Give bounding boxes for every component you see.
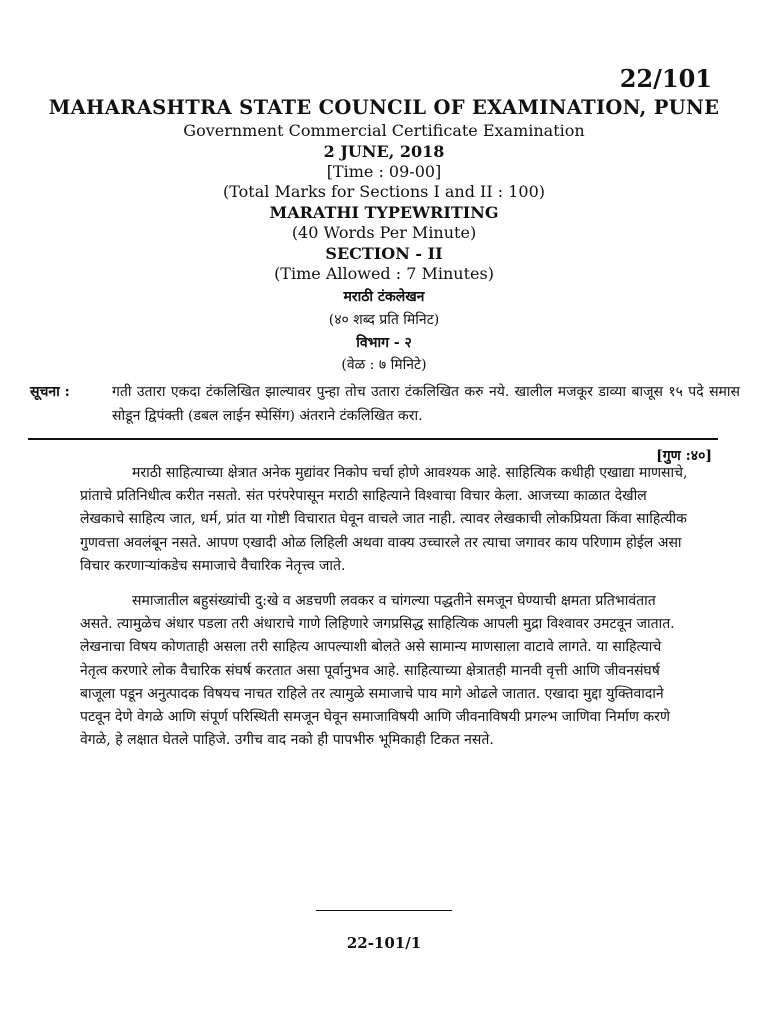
divider <box>28 438 718 440</box>
passage-paragraph-1: मराठी साहित्याच्या क्षेत्रात अनेक मुद्यांवर निकोप चर्चा होणे आवश्यक आहे. साहित्यिक कधीही एखाद्या माणसाचे, प्रांताचे प्रतिनिधीत्व करीत नसतो. संत परंपरेपासून मराठी साहित्याने विश्वाचा विचार केला. आजच्या काळात देखील लेखकाचे साहित्य जात, धर्म, प्रांत या गोष्टी विचारात घेवून वाचले जात नाही. त्यावर लेखकाची लोकप्रियता किंवा साहित्यीक गुणवत्ता अवलंबून नसते. आपण एखादी ओळ लिहिली अथवा वाक्य उच्चारले तर त्याचा जगावर काय परिणाम होईल असा विचार करणाऱ्यांकडेच समाजाचे वैचारिक नेतृत्त्व जाते. <box>80 465 688 574</box>
typing-passage <box>80 462 690 752</box>
subject-title: MARATHI TYPEWRITING <box>269 203 499 222</box>
exam-date: 2 JUNE, 2018 <box>323 142 445 161</box>
speed-marathi: (४० शब्द प्रति मिनिट) <box>328 312 440 328</box>
instructions-label: सूचना : <box>30 384 70 400</box>
page-code: 22-101/1 <box>346 934 422 952</box>
total-marks: (Total Marks for Sections I and II : 100) <box>222 182 546 201</box>
section-title-marathi: विभाग - २ <box>356 335 412 351</box>
exam-time: [Time : 09-00] <box>326 162 442 181</box>
council-title: MAHARASHTRA STATE COUNCIL OF EXAMINATION, PUNE <box>48 96 720 119</box>
speed: (40 Words Per Minute) <box>291 223 477 242</box>
marks-label: [गुण :४०] <box>656 448 712 464</box>
paper-code: 22/101 <box>619 64 712 93</box>
time-allowed: (Time Allowed : 7 Minutes) <box>274 264 494 283</box>
passage-paragraph-2: समाजातील बहुसंख्यांची दु:खे व अडचणी लवकर व चांगल्या पद्धतीने समजून घेण्याची क्षमता प्रतिभावंतात असते. त्यामुळेच अंधार पडला तरी अंधाराचे गाणे लिहिणारे जगप्रसिद्ध साहित्यिक आपली मुद्रा विश्वावर उमटवून जातात. लेखनाचा विषय कोणताही असला तरी साहित्य आपल्याशी बोलते असे सामान्य माणसाला वाटावे लागते. या साहित्याचे नेतृत्व करणारे लोक वैचारिक संघर्ष करतात असा पूर्वानुभव आहे. साहित्याच्या क्षेत्रातही मानवी वृत्ती आणि जीवनसंघर्ष बाजूला पडून अनुत्पादक विषयच नाचत राहिले तर त्यामुळे समाजाचे पाय मागे ओढले जातात. एखादा मुद्दा युक्तिवादाने पटवून देणे वेगळे आणि संपूर्ण परिस्थिती समजून घेवून समाजाविषयी आणि जीवनाविषयी प्रगल्भ जाणिवा निर्माण करणे वेगळे, हे लक्षात घेतले पाहिजे. उगीच वाद नको ही पापभीरु भूमिकाही टिकत नसते. <box>80 593 675 749</box>
subject-title-marathi: मराठी टंकलेखन <box>343 289 425 305</box>
section-title: SECTION - II <box>325 244 443 263</box>
end-rule <box>316 910 452 911</box>
instructions-text: गती उतारा एकदा टंकलिखित झाल्यावर पुन्हा तोच उतारा टंकलिखित करु नये. खालील मजकूर डाव्या बाजूस १५ पदे समास सोडून द्विपंक्ती (डबल लाईन स्पेसिंग) अंतराने टंकलिखित करा. <box>112 384 740 424</box>
exam-name: Government Commercial Certificate Examination <box>183 121 585 140</box>
time-marathi: (वेळ : ७ मिनिटे) <box>341 357 427 373</box>
instructions <box>30 380 740 428</box>
